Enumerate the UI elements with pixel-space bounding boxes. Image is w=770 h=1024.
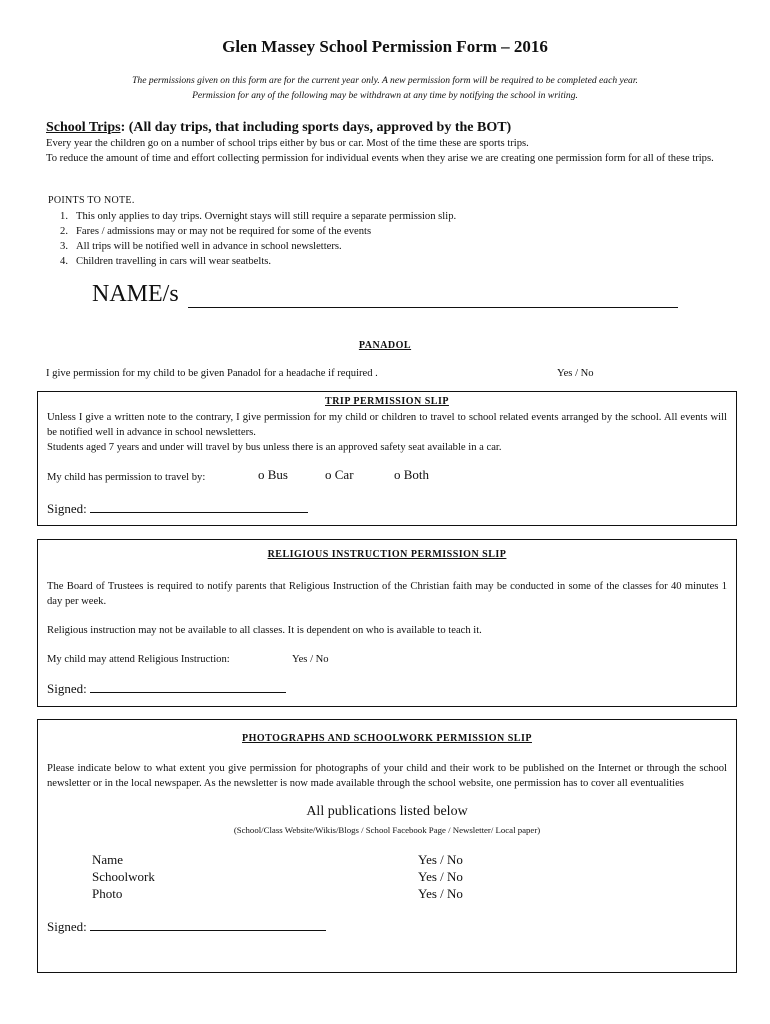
signature-line[interactable] [90, 930, 326, 931]
option-bus[interactable]: o Bus [258, 467, 288, 482]
row-schoolwork-label: Schoolwork [92, 869, 155, 884]
publications-heading: All publications listed below [306, 804, 468, 819]
option-both[interactable]: o Both [394, 467, 430, 482]
row-schoolwork-yes-no[interactable]: Yes / No [418, 869, 463, 884]
name-label: NAME/s [92, 281, 179, 307]
religious-permission-box [37, 539, 737, 707]
signed-label: Signed: [47, 681, 87, 696]
point-item: 4. Children travelling in cars will wear seatbelts. [60, 256, 272, 267]
religious-para-2: Religious instruction may not be available to all classes. It is dependent on who is available to teach it. [47, 625, 482, 636]
photo-signature [47, 919, 727, 935]
religious-attend-label: My child may attend Religious Instruction: [47, 654, 230, 665]
trip-slip-line-1: Unless I give a written note to the contrary, I give permission for my child or children to travel to school related events arranged by the school. All events will be notified well in advance in school newsletters. [47, 412, 727, 438]
religious-para-1: The Board of Trustees is required to notify parents that Religious Instruction of the Christian faith may be conducted in some of the classes for 40 minutes 1 day per week. [47, 581, 727, 607]
intro-line-1: The permissions given on this form are for the current year only. A new permission form will be required to be completed each year. [132, 75, 638, 86]
intro-line-2: Permission for any of the following may be withdrawn at any time by notifying the school in writing. [192, 90, 578, 101]
intro-note [40, 73, 730, 103]
point-item: 2. Fares / admissions may or may not be required for some of the events [60, 226, 372, 237]
religious-signature [47, 681, 727, 697]
panadol-yes-no[interactable]: Yes / No [557, 368, 594, 379]
signature-line[interactable] [90, 512, 308, 513]
row-name-yes-no[interactable]: Yes / No [418, 852, 463, 867]
publications-list: (School/Class Website/Wikis/Blogs / School Facebook Page / Newsletter/ Local paper) [233, 825, 541, 835]
trip-slip-line-2: Students aged 7 years and under will travel by bus unless there is an approved safety seat available in a car. [47, 442, 502, 453]
trip-signature [47, 501, 727, 517]
school-trips-body [46, 136, 724, 166]
school-trips-heading-label: School Trips [46, 120, 121, 135]
row-photo-yes-no[interactable]: Yes / No [418, 886, 463, 901]
religious-yes-no[interactable]: Yes / No [292, 654, 329, 665]
panadol-text: I give permission for my child to be given Panadol for a headache if required . [46, 368, 378, 379]
row-name-label: Name [92, 852, 124, 867]
trip-permission-box [37, 391, 737, 526]
school-trips-heading-rest: : (All day trips, that including sports days, approved by the BOT) [120, 120, 512, 135]
photo-slip-para: Please indicate below to what extent you give permission for photographs of your child and their work to be published on the Internet or through the school newsletter or in the local newspaper. As the newsletter is now made available through the school website, one permission has to cover all eventualities [47, 763, 727, 789]
trip-slip-heading: TRIP PERMISSION SLIP [325, 396, 449, 407]
school-trips-line-1: Every year the children go on a number of school trips either by bus or car. Most of the time these are sports trips. [46, 138, 529, 149]
trip-slip-body [47, 410, 727, 455]
option-car[interactable]: o Car [325, 467, 354, 482]
panadol-heading: PANADOL [358, 340, 412, 351]
religious-slip-heading: RELIGIOUS INSTRUCTION PERMISSION SLIP [267, 549, 507, 560]
signature-line[interactable] [90, 692, 286, 693]
signed-label: Signed: [47, 501, 87, 516]
point-item: 1. This only applies to day trips. Overnight stays will still require a separate permission slip. [60, 211, 457, 222]
points-list [48, 209, 456, 269]
school-trips-line-2: To reduce the amount of time and effort collecting permission for individual events when they arise we are creating one permission form for all of these trips. [46, 153, 714, 164]
photo-slip-heading: PHOTOGRAPHS AND SCHOOLWORK PERMISSION SLIP [242, 733, 532, 744]
school-trips-heading [46, 120, 511, 136]
name-field-line[interactable] [188, 307, 678, 308]
signed-label: Signed: [47, 919, 87, 934]
photo-permission-box [37, 719, 737, 973]
point-item: 3. All trips will be notified well in advance in school newsletters. [60, 241, 342, 252]
travel-label: My child has permission to travel by: [47, 472, 206, 483]
form-title: Glen Massey School Permission Form – 2016 [222, 37, 548, 56]
row-photo-label: Photo [92, 886, 123, 901]
points-heading: POINTS TO NOTE. [48, 195, 135, 206]
